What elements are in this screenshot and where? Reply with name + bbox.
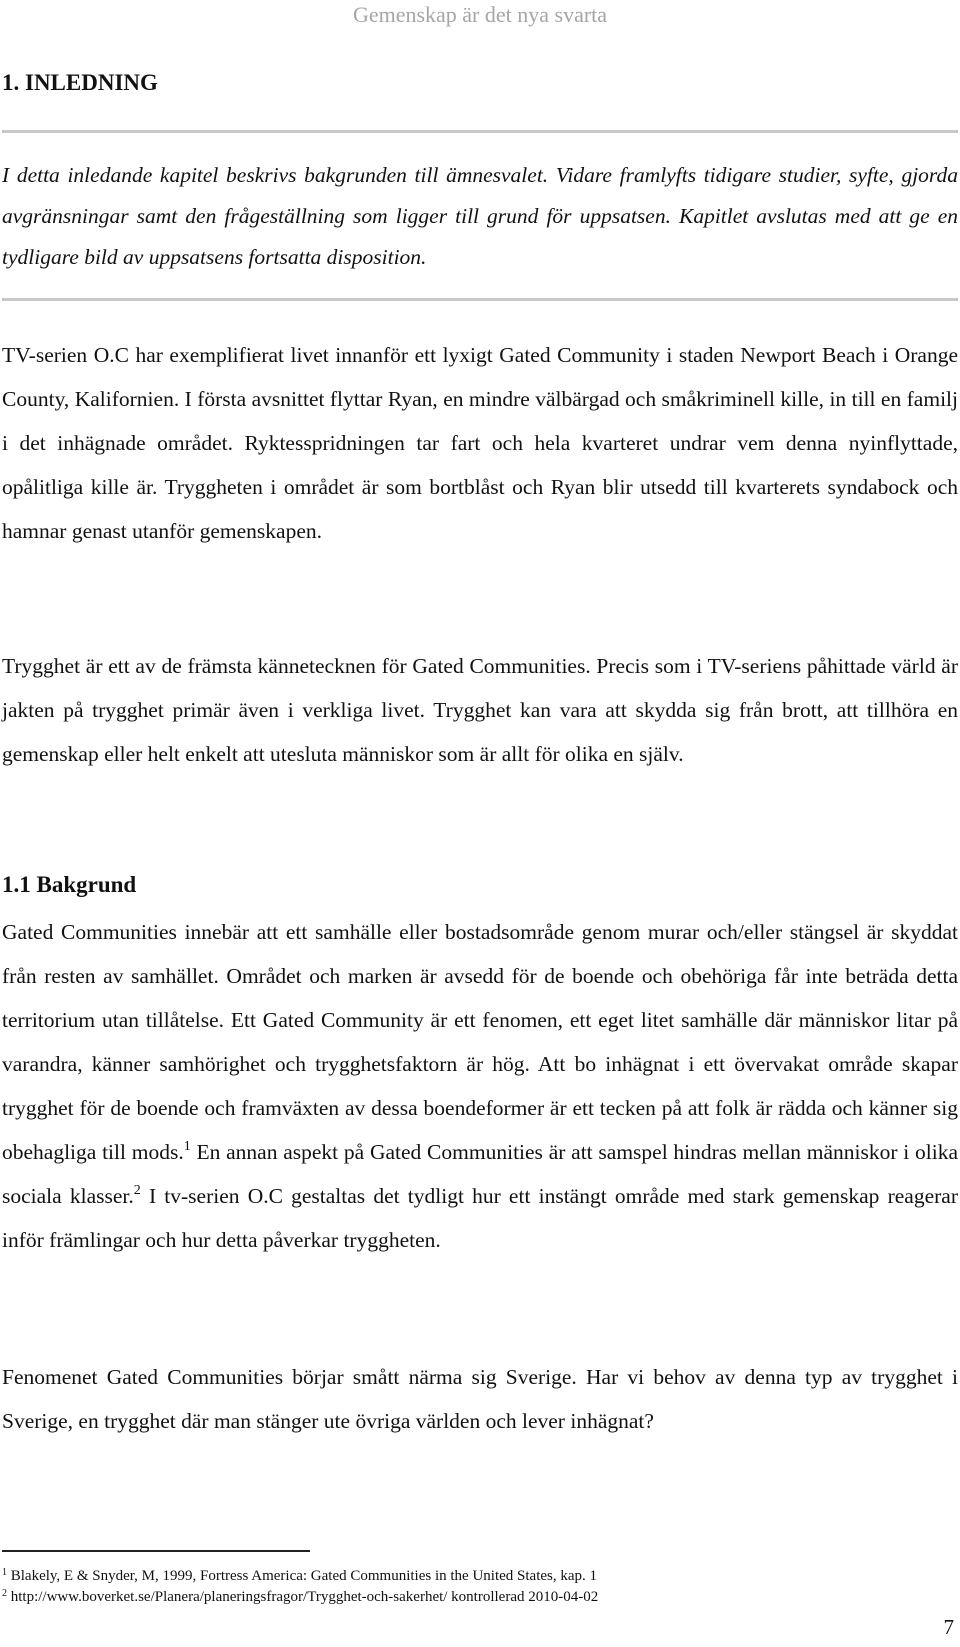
footnote-number: 2 <box>2 1588 7 1599</box>
intro-paragraph: I detta inledande kapitel beskrivs bakgrunden till ämnesvalet. Vidare framlyfts tidigare studier, syfte, gjorda avgränsningar samt den frågeställning som ligger till grund för uppsatsen. Kapitlet avslutas med att ge en tydligare bild av uppsatsens fortsatta disposition. <box>2 163 958 269</box>
divider-top <box>2 130 958 133</box>
body-paragraph-3 <box>2 910 958 1262</box>
footnote-text: Blakely, E & Snyder, M, 1999, Fortress America: Gated Communities in the United States, kap. 1 <box>7 1568 598 1584</box>
running-header: Gemenskap är det nya svarta <box>352 2 608 27</box>
section-heading: 1.1 Bakgrund <box>2 872 137 897</box>
footnote-reference-2[interactable]: 2 <box>133 1183 141 1198</box>
divider-bottom <box>2 298 958 301</box>
footnote-separator <box>2 1550 310 1552</box>
footnote-link[interactable]: http://www.boverket.se/Planera/planeringsfragor/Trygghet-och-sakerhet/ kontrollerad 2010-04-02 <box>7 1589 599 1605</box>
body-paragraph-2: Trygghet är ett av de främsta kännetecknen för Gated Communities. Precis som i TV-seriens påhittade värld är jakten på trygghet primär även i verkliga livet. Trygghet kan vara att skydda sig från brott, att tillhöra en gemenskap eller helt enkelt att utesluta människor som är allt för olika en själv. <box>2 654 958 766</box>
paragraph-text: I tv-serien O.C gestaltas det tydligt hur ett instängt område med stark gemenskap reagerar inför främlingar och hur detta påverkar tryggheten. <box>2 1184 958 1252</box>
footnote-number: 1 <box>2 1567 7 1578</box>
body-paragraph-4: Fenomenet Gated Communities börjar smått närma sig Sverige. Har vi behov av denna typ av trygghet i Sverige, en trygghet där man stänger ute övriga världen och lever inhägnat? <box>2 1365 958 1433</box>
footnote-1 <box>2 1567 597 1585</box>
footnote-reference-1[interactable]: 1 <box>183 1139 191 1154</box>
chapter-heading: 1. INLEDNING <box>2 70 158 95</box>
footnote-2 <box>2 1588 598 1606</box>
paragraph-text: Gated Communities innebär att ett samhälle eller bostadsområde genom murar och/eller stängsel är skyddat från resten av samhället. Området och marken är avsedd för de boende och obehöriga får inte beträda detta territorium utan tillåtelse. Ett Gated Community är ett fenomen, ett eget litet samhälle där människor litar på varandra, känner samhörighet och trygghetsfaktorn är hög. Att bo inhägnat i ett övervakat område skapar trygghet för de boende och framväxten av dessa boendeformer är ett tecken på att folk är rädda och känner sig obehagliga till mods. <box>2 920 958 1164</box>
paragraph-text: En annan aspekt på Gated Communities är att samspel hindras mellan människor i olika sociala klasser. <box>2 1140 959 1208</box>
page-number: 7 <box>943 1615 954 1639</box>
body-paragraph-1: TV-serien O.C har exemplifierat livet innanför ett lyxigt Gated Community i staden Newport Beach i Orange County, Kalifornien. I första avsnittet flyttar Ryan, en mindre välbärgad och småkriminell kille, in till en familj i det inhägnade området. Ryktesspridningen tar fart och hela kvarteret undrar vem denna nyinflyttade, opålitliga kille är. Tryggheten i området är som bortblåst och Ryan blir utsedd till kvarterets syndabock och hamnar genast utanför gemenskapen. <box>2 343 958 543</box>
